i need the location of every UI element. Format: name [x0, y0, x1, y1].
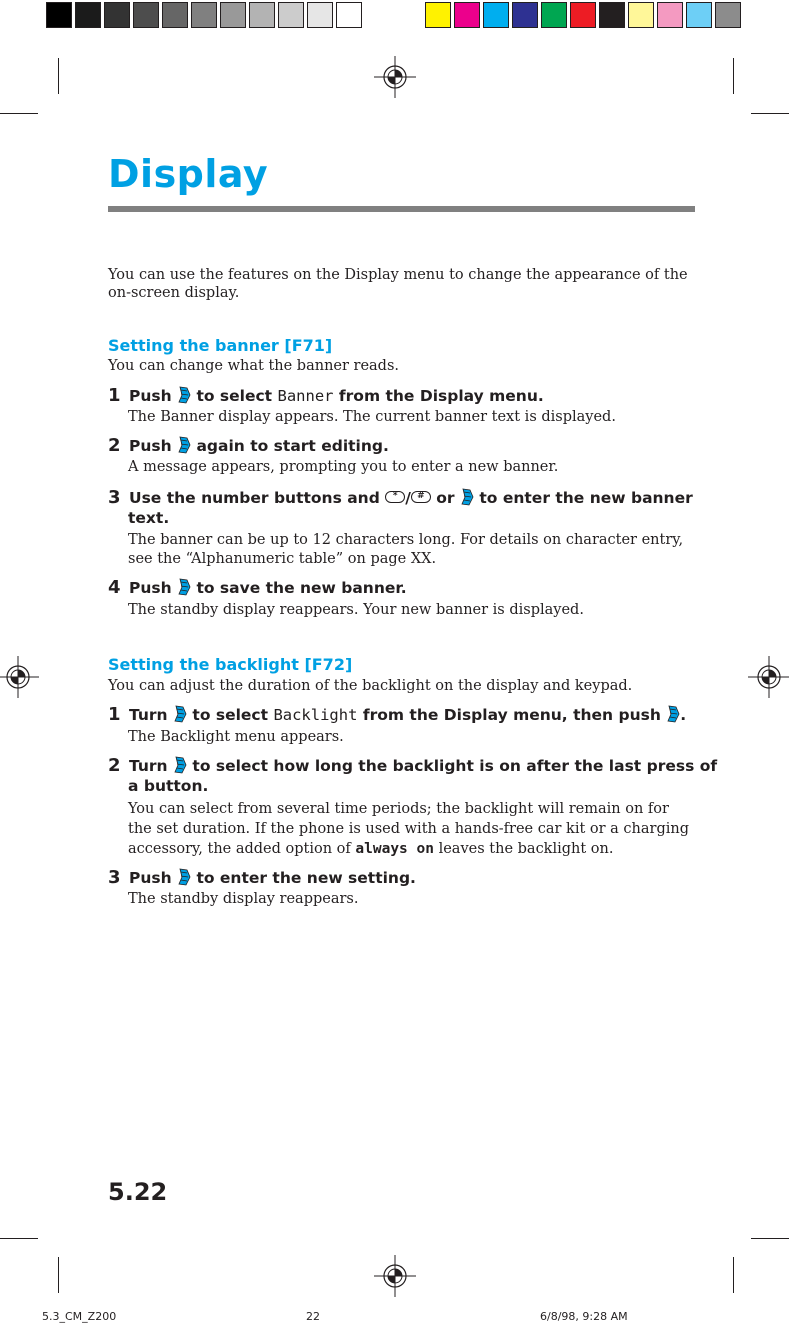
- gray-swatch: [191, 2, 217, 28]
- step-number: 1: [108, 385, 121, 406]
- section-heading-backlight: Setting the backlight [F72]: [108, 655, 353, 674]
- footer-filename: 5.3_CM_Z200: [42, 1310, 117, 1323]
- step-detail: see the “Alphanumeric table” on page XX.: [128, 551, 437, 567]
- step-instruction: Turn to select how long the backlight is on after the last press of: [129, 757, 718, 775]
- step-instruction: Use the number buttons and * / # or to enter the new banner: [129, 489, 693, 507]
- color-swatch: [686, 2, 712, 28]
- step-detail: The standby display reappears.: [128, 891, 359, 907]
- color-swatch: [570, 2, 596, 28]
- gray-swatch: [104, 2, 130, 28]
- registration-target-icon: [748, 656, 789, 698]
- footer-page: 22: [306, 1310, 320, 1323]
- crop-mark: [733, 58, 734, 94]
- gray-swatch: [278, 2, 304, 28]
- step-instruction: Turn to select Backlight from the Display menu, then push .: [129, 706, 687, 724]
- gray-swatch: [220, 2, 246, 28]
- crop-mark: [751, 113, 789, 114]
- color-swatch: [715, 2, 741, 28]
- jog-dial-icon: [177, 578, 191, 596]
- step-detail: The Banner display appears. The current banner text is displayed.: [128, 409, 616, 425]
- color-swatch: [541, 2, 567, 28]
- gray-swatch: [133, 2, 159, 28]
- step-instruction-cont: a button.: [128, 777, 209, 795]
- step-instruction-cont: text.: [128, 509, 170, 527]
- registration-target-icon: [0, 656, 39, 698]
- gray-swatch: [46, 2, 72, 28]
- registration-target-icon: [374, 56, 416, 98]
- step-instruction: Push to save the new banner.: [129, 579, 407, 597]
- pound-key-icon: #: [411, 491, 431, 503]
- jog-dial-icon: [177, 386, 191, 404]
- color-swatch: [628, 2, 654, 28]
- crop-mark: [0, 1238, 38, 1239]
- step-instruction: Push to select Banner from the Display menu.: [129, 387, 544, 405]
- section-heading-banner: Setting the banner [F71]: [108, 336, 333, 355]
- crop-mark: [58, 1257, 59, 1293]
- step-instruction: Push again to start editing.: [129, 437, 389, 455]
- step-instruction: Push to enter the new setting.: [129, 869, 416, 887]
- page-number: 5.22: [108, 1178, 168, 1206]
- jog-dial-icon: [173, 705, 187, 723]
- footer-date: 6/8/98, 9:28 AM: [540, 1310, 628, 1323]
- color-swatch: [512, 2, 538, 28]
- step-detail: the set duration. If the phone is used with a hands-free car kit or a charging: [128, 821, 689, 837]
- color-swatch: [599, 2, 625, 28]
- step-number: 3: [108, 867, 121, 888]
- title-rule: [108, 206, 695, 212]
- page-title: Display: [108, 152, 269, 196]
- color-swatch: [483, 2, 509, 28]
- step-detail: A message appears, prompting you to enter a new banner.: [128, 459, 559, 475]
- step-number: 2: [108, 755, 121, 776]
- jog-dial-icon: [177, 868, 191, 886]
- registration-target-icon: [374, 1255, 416, 1297]
- color-swatch: [454, 2, 480, 28]
- step-number: 1: [108, 704, 121, 725]
- gray-swatch: [162, 2, 188, 28]
- step-number: 4: [108, 577, 121, 598]
- color-swatch: [657, 2, 683, 28]
- step-detail: The standby display reappears. Your new banner is displayed.: [128, 602, 584, 618]
- section-desc-banner: You can change what the banner reads.: [108, 358, 400, 374]
- step-detail: You can select from several time periods; the backlight will remain on for: [128, 801, 669, 817]
- step-number: 3: [108, 487, 121, 508]
- step-detail: The banner can be up to 12 characters long. For details on character entry,: [128, 532, 684, 548]
- section-desc-backlight: You can adjust the duration of the backlight on the display and keypad.: [108, 678, 633, 694]
- intro-paragraph: You can use the features on the Display menu to change the appearance of the on-screen display.: [108, 267, 688, 301]
- step-detail: accessory, the added option of always on leaves the backlight on.: [128, 841, 614, 857]
- jog-dial-icon: [177, 436, 191, 454]
- gray-swatch: [336, 2, 362, 28]
- color-swatch: [425, 2, 451, 28]
- gray-swatch: [75, 2, 101, 28]
- crop-mark: [751, 1238, 789, 1239]
- crop-mark: [733, 1257, 734, 1293]
- jog-dial-icon: [460, 488, 474, 506]
- crop-mark: [58, 58, 59, 94]
- gray-swatch: [307, 2, 333, 28]
- star-key-icon: *: [385, 491, 405, 503]
- step-number: 2: [108, 435, 121, 456]
- step-detail: The Backlight menu appears.: [128, 729, 344, 745]
- crop-mark: [0, 113, 38, 114]
- jog-dial-icon: [173, 756, 187, 774]
- jog-dial-icon: [666, 705, 680, 723]
- gray-swatch: [249, 2, 275, 28]
